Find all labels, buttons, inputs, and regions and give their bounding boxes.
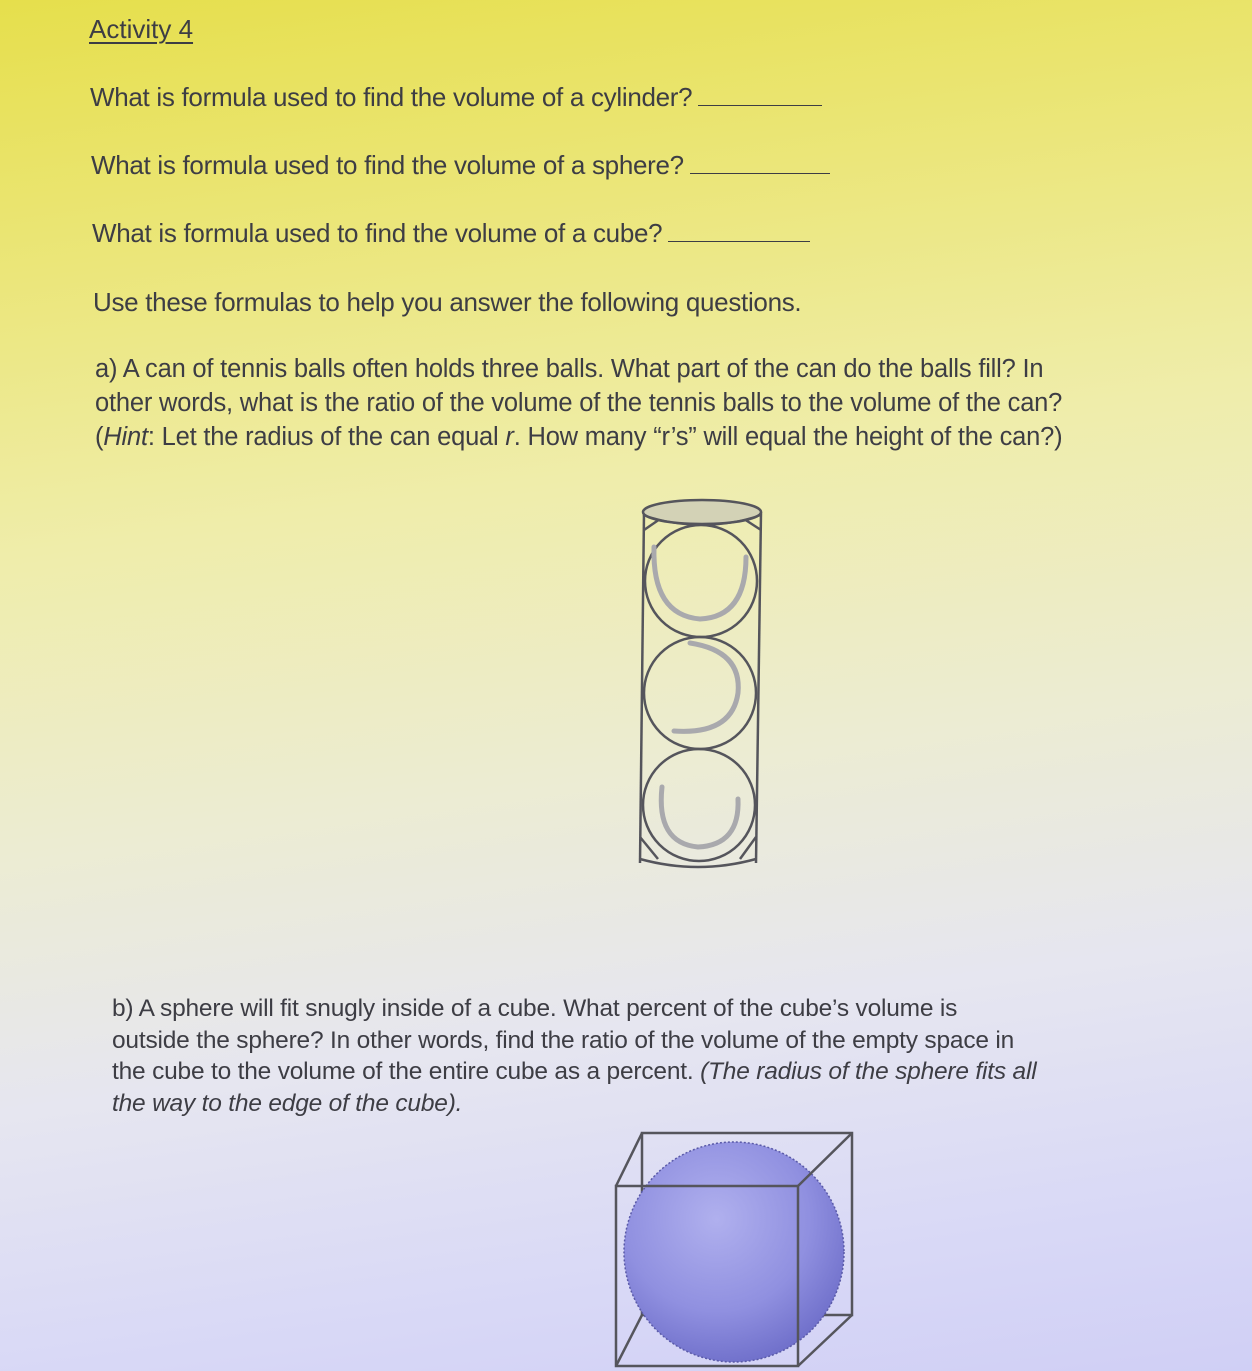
question-cylinder <box>90 82 822 113</box>
ball-2-seam <box>674 643 738 731</box>
part-b-line-3: the cube to the volume of the entire cube as a percent. (The radius of the sphere fits all <box>112 1058 1037 1085</box>
sphere <box>624 1142 844 1362</box>
question-cylinder-text: What is formula used to find the volume of a cylinder? <box>90 82 693 112</box>
ball-3-seam <box>661 787 738 847</box>
question-cube <box>92 218 810 249</box>
radius-variable: r <box>505 423 514 451</box>
question-sphere <box>91 150 830 181</box>
question-sphere-text: What is formula used to find the volume of a sphere? <box>91 150 684 180</box>
part-b-line-4: the way to the edge of the cube). <box>112 1089 463 1117</box>
part-b-line-2: outside the sphere? In other words, find the ratio of the volume of the empty space in <box>112 1026 1015 1054</box>
hint-label: Hint <box>103 423 148 451</box>
part-b-line-1: b) A sphere will fit snugly inside of a cube. What percent of the cube’s volume is <box>112 995 958 1022</box>
part-b-question <box>112 993 1036 1119</box>
answer-blank-sphere[interactable] <box>690 151 830 174</box>
question-cube-text: What is formula used to find the volume of a cube? <box>92 218 663 248</box>
instructions-text: Use these formulas to help you answer the following questions. <box>93 287 802 317</box>
answer-blank-cylinder[interactable] <box>698 83 822 106</box>
answer-blank-cube[interactable] <box>668 219 810 242</box>
tennis-ball-can-illustration <box>634 495 764 875</box>
activity-title: Activity 4 <box>89 14 194 44</box>
part-a-line-2: other words, what is the ratio of the volume of the tennis balls to the volume of the can? <box>95 389 1063 417</box>
sphere-in-cube-illustration <box>610 1130 860 1370</box>
part-a-line-1: a) A can of tennis balls often holds three balls. What part of the can do the balls fill? In <box>95 355 1044 383</box>
part-a-line-3: (Hint: Let the radius of the can equal r. How many “r’s” will equal the height of the can?) <box>95 423 1063 451</box>
part-a-question <box>95 352 1062 454</box>
ball-1-seam <box>654 547 746 619</box>
